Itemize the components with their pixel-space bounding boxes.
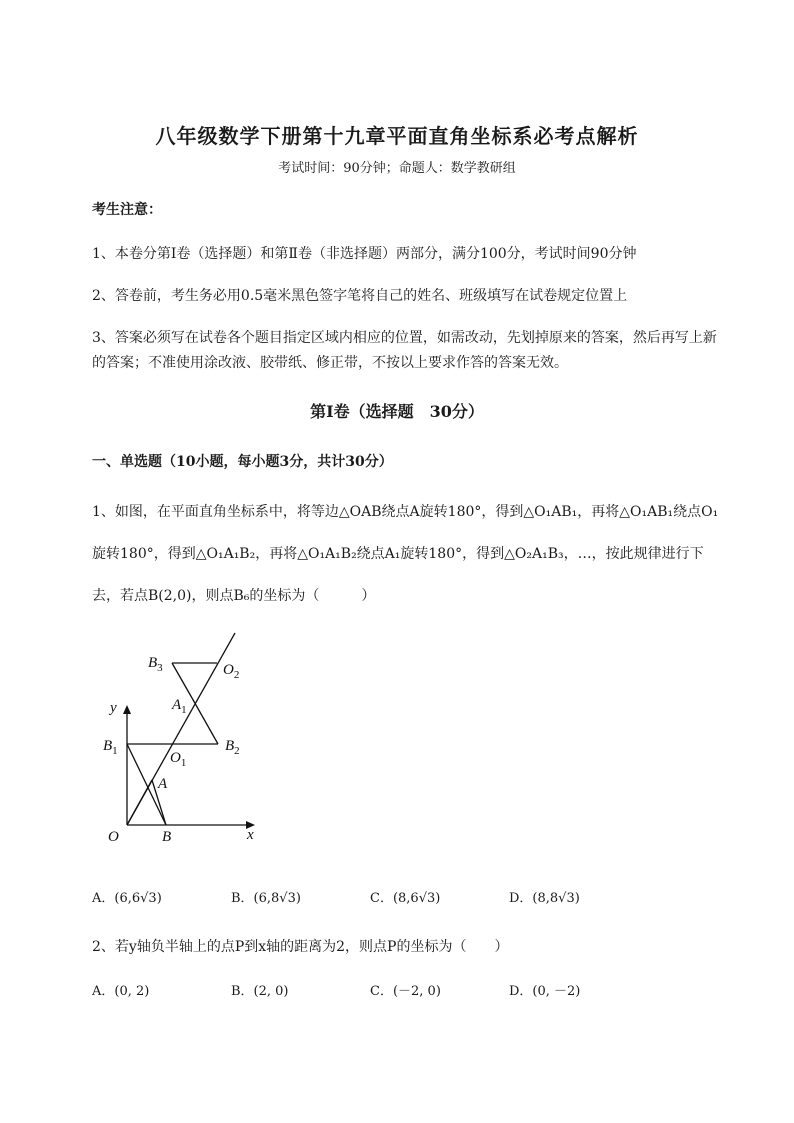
q1-option-d[interactable]: D．(8,8√3) xyxy=(509,891,580,906)
q2-option-b[interactable]: B．(2, 0) xyxy=(231,984,289,999)
segment-B2-A1 xyxy=(192,698,218,744)
q2-option-a[interactable]: A．(0, 2) xyxy=(92,984,150,999)
label-O2: $O_2$ xyxy=(223,662,240,681)
q1-line-3: 去，若点B(2,0)，则点B₆的坐标为（ ） xyxy=(92,588,376,604)
notice-item-3-line-2: 的答案；不准使用涂改液、胶带纸、修正带，不按以上要求作答的答案无效。 xyxy=(92,355,568,371)
q1-line-1: 1、如图，在平面直角坐标系中，将等边△OAB绕点A旋转180°，得到△O₁AB₁，再将△O₁AB₁绕点O₁ xyxy=(92,504,719,520)
q1-option-a[interactable]: A．(6,6√3) xyxy=(92,891,162,906)
exam-info: 考试时间：90分钟；命题人：数学教研组 xyxy=(278,161,516,176)
label-B1: $B_1$ xyxy=(103,738,118,757)
rotation-figure xyxy=(90,620,280,850)
diagonal-line xyxy=(127,633,235,825)
label-A: A xyxy=(158,776,168,792)
label-B3: $B_3$ xyxy=(148,655,163,674)
q2-option-c[interactable]: C．(－2, 0) xyxy=(370,984,441,999)
segment-A1-B3 xyxy=(172,663,192,698)
notice-item-3-line-1: 3、答案必须写在试卷各个题目指定区域内相应的位置，如需改动，先划掉原来的答案，然后再写上新 xyxy=(92,330,717,346)
section-title: 第Ⅰ卷（选择题 30分） xyxy=(310,402,484,421)
label-y: y xyxy=(110,700,117,716)
document-title: 八年级数学下册第十九章平面直角坐标系必考点解析 xyxy=(155,124,639,148)
notice-item-2: 2、答卷前，考生务必用0.5毫米黑色签字笔将自己的姓名、班级填写在试卷规定位置上 xyxy=(92,288,628,304)
label-B: B xyxy=(162,829,172,845)
notice-heading: 考生注意： xyxy=(92,202,162,218)
notice-item-1: 1、本卷分第Ⅰ卷（选择题）和第Ⅱ卷（非选择题）两部分，满分100分，考试时间90分钟 xyxy=(92,246,637,262)
q2-stem: 2、若y轴负半轴上的点P到x轴的距离为2，则点P的坐标为（ ） xyxy=(92,939,509,955)
label-B2: $B_2$ xyxy=(225,738,240,757)
q1-option-c[interactable]: C．(8,6√3) xyxy=(370,891,441,906)
part-title: 一、单选题（10小题，每小题3分，共计30分） xyxy=(92,454,393,470)
y-axis-arrow xyxy=(123,705,131,714)
label-O1: $O_1$ xyxy=(170,750,187,769)
q1-line-2: 旋转180°，得到△O₁A₁B₂，再将△O₁A₁B₂绕点A₁旋转180°，得到△O₂A₁B₃，…，按此规律进行下 xyxy=(92,546,704,562)
label-O: O xyxy=(108,829,119,845)
label-A1: $A_1$ xyxy=(172,697,187,716)
q1-option-b[interactable]: B．(6,8√3) xyxy=(231,891,301,906)
label-x: x xyxy=(247,827,254,843)
q2-option-d[interactable]: D．(0, －2) xyxy=(509,984,581,999)
